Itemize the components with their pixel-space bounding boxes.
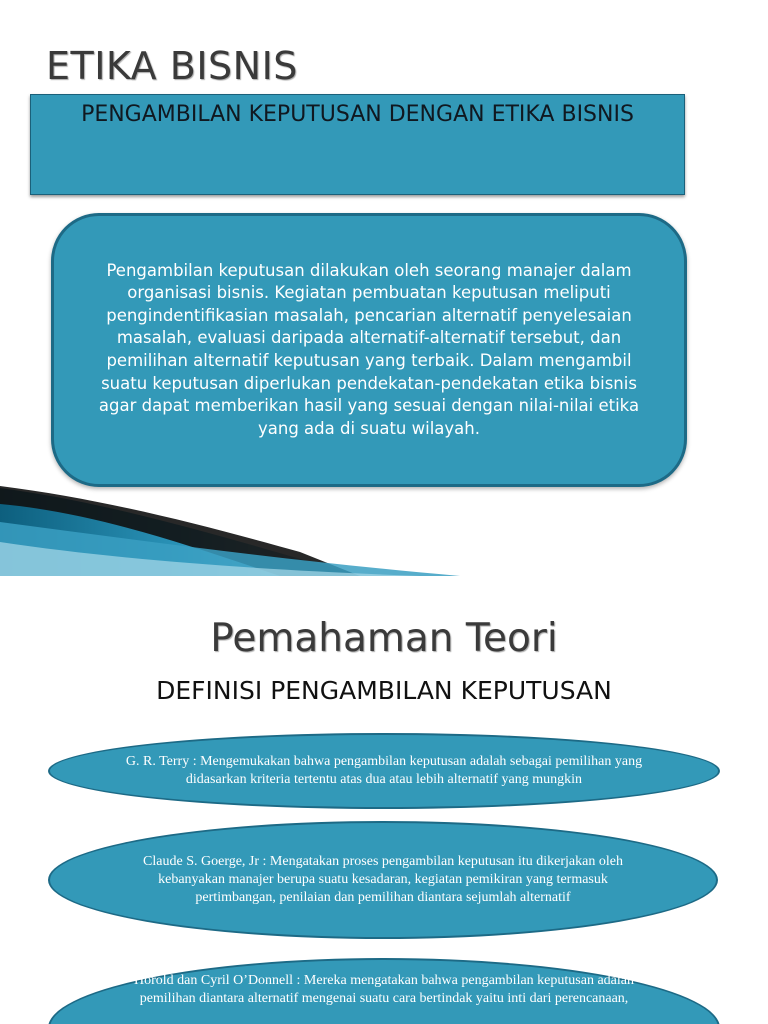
definition-ellipse: Horold dan Cyril O’Donnell : Mereka mengatakan bahwa pengambilan keputusan adalah pemilihan diantara alternatif mengenai suatu cara bertindak yaitu inti dari perencanaan, [48, 958, 720, 1024]
slide-title: ETIKA BISNIS [46, 44, 298, 88]
body-text-box: Pengambilan keputusan dilakukan oleh seorang manajer dalam organisasi bisnis. Kegiatan pembuatan keputusan meliputi pengindentifikasian masalah, pencarian alternatif penyelesaian masalah, evaluasi daripada alternatif-alternatif tersebut, dan pemilihan alternatif keputusan yang terbaik. Dalam mengambil suatu keputusan diperlukan pendekatan-pendekatan etika bisnis agar dapat memberikan hasil yang sesuai dengan nilai-nilai etika yang ada di suatu wilayah. [51, 213, 687, 487]
slide-title: Pemahaman Teori [210, 616, 558, 661]
definition-ellipse: G. R. Terry : Mengemukakan bahwa pengambilan keputusan adalah sebagai pemilihan yang didasarkan kriteria tertentu atas dua atau lebih alternatif yang mungkin [48, 733, 720, 809]
slide-pemahaman-teori [0, 590, 768, 1024]
subtitle-box: PENGAMBILAN KEPUTUSAN DENGAN ETIKA BISNIS [30, 94, 685, 195]
decorative-swoosh [0, 482, 768, 576]
slide-subtitle: DEFINISI PENGAMBILAN KEPUTUSAN [156, 676, 612, 705]
definition-ellipse: Claude S. Goerge, Jr : Mengatakan proses pengambilan keputusan itu dikerjakan oleh kebanyakan manajer berupa suatu kesadaran, kegiatan pemikiran yang termasuk pertimbangan, penilaian dan pemilihan diantara sejumlah alternatif [48, 821, 718, 939]
